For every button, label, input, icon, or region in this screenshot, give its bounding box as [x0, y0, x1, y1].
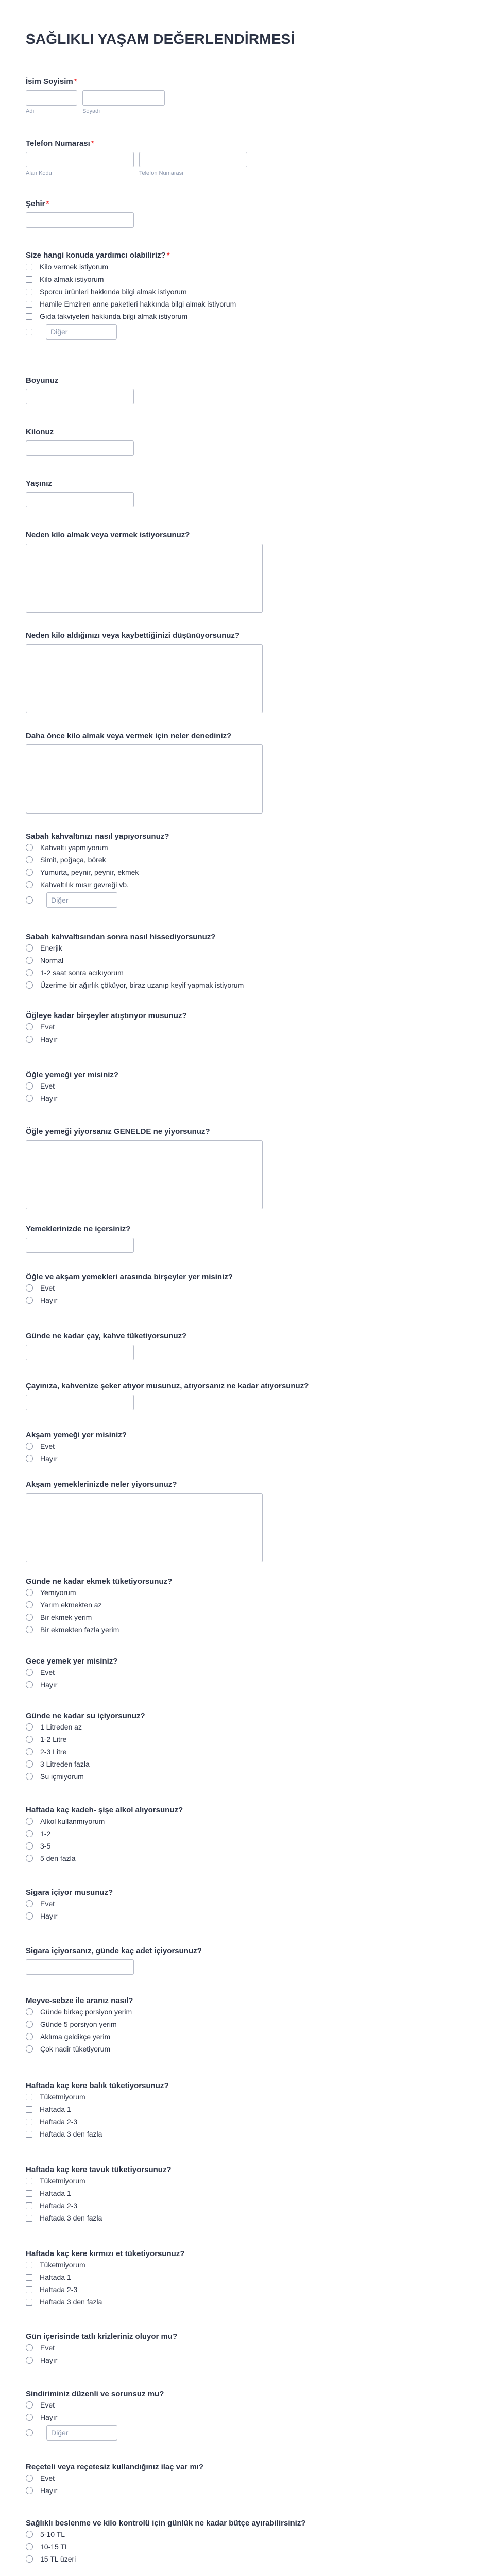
- radio[interactable]: [26, 944, 33, 952]
- radio[interactable]: [26, 896, 33, 904]
- radio[interactable]: [26, 1842, 33, 1850]
- chicken-options: [26, 2175, 102, 2224]
- checkbox-option[interactable]: Kilo almak istiyorum: [26, 273, 236, 285]
- radio-option[interactable]: Alkol kullanmıyorum: [26, 1815, 105, 1827]
- radio-option[interactable]: Hayır: [26, 1092, 57, 1105]
- other-input[interactable]: [46, 2425, 117, 2441]
- last-name-sublabel: Soyadı: [82, 108, 100, 114]
- checkbox-option[interactable]: Tüketmiyorum: [26, 2259, 102, 2271]
- age-input[interactable]: [26, 492, 134, 507]
- radio[interactable]: [26, 1681, 33, 1688]
- radio[interactable]: [26, 1830, 33, 1837]
- radio-option[interactable]: Hayır: [26, 1294, 57, 1307]
- radio-option[interactable]: 3-5: [26, 1840, 105, 1852]
- radio-option[interactable]: Hayır: [26, 1452, 57, 1465]
- checkbox-option[interactable]: Haftada 1: [26, 2271, 102, 2283]
- phone-number-sublabel: Telefon Numarası: [139, 170, 184, 176]
- checkbox[interactable]: [26, 2262, 32, 2268]
- area-code-sublabel: Alan Kodu: [26, 170, 52, 176]
- dinner-what-label: Akşam yemeklerinizde neler yiyorsunuz?: [26, 1480, 177, 1489]
- radio-option[interactable]: 15 TL üzeri: [26, 2553, 76, 2565]
- radio[interactable]: [26, 844, 33, 851]
- radio[interactable]: [26, 2401, 33, 2409]
- digestion-label: Sindiriminiz düzenli ve sorunsuz mu?: [26, 2389, 164, 2398]
- radio[interactable]: [26, 1855, 33, 1862]
- radio-option[interactable]: Simit, poğaça, börek: [26, 854, 139, 866]
- noon-snack-label: Öğleye kadar birşeyler atıştırıyor musunuz?: [26, 1011, 187, 1020]
- checkbox-option[interactable]: Haftada 3 den fazla: [26, 2212, 102, 2224]
- radio-option[interactable]: Evet: [26, 2342, 57, 2354]
- radio-option[interactable]: Hayır: [26, 2354, 57, 2366]
- radio-option[interactable]: Evet: [26, 1021, 57, 1033]
- radio[interactable]: [26, 869, 33, 876]
- phone-label: Telefon Numarası *: [26, 139, 94, 148]
- first-name-input[interactable]: [26, 90, 77, 106]
- smoke-options: [26, 1897, 57, 1922]
- radio-option[interactable]: Hayır: [26, 1679, 57, 1691]
- red-meat-options: [26, 2259, 102, 2308]
- radio[interactable]: [26, 2008, 33, 2015]
- checkbox[interactable]: [26, 2286, 32, 2293]
- radio-option[interactable]: Bir ekmekten fazla yerim: [26, 1623, 119, 1636]
- breakfast-options: [26, 841, 139, 909]
- radio-option[interactable]: 1-2 saat sonra acıkıyorum: [26, 967, 244, 979]
- help-options: [26, 261, 236, 341]
- radio-option[interactable]: 1-2: [26, 1827, 105, 1840]
- sugar-label: Çayınıza, kahvenize şeker atıyor musunuz, atıyorsanız ne kadar atıyorsunuz?: [26, 1382, 309, 1391]
- radio-option[interactable]: Hayır: [26, 1910, 57, 1922]
- last-name-input[interactable]: [82, 90, 165, 106]
- radio-option[interactable]: Evet: [26, 1440, 57, 1452]
- radio[interactable]: [26, 1036, 33, 1043]
- smoke-count-input[interactable]: [26, 1959, 134, 1975]
- alcohol-options: [26, 1815, 105, 1865]
- radio[interactable]: [26, 1912, 33, 1920]
- digestion-options: [26, 2399, 117, 2442]
- bread-options: [26, 1586, 119, 1636]
- checkbox[interactable]: [26, 2106, 32, 2113]
- radio-option[interactable]: 1 Litreden az: [26, 1721, 90, 1733]
- checkbox-option[interactable]: Haftada 1: [26, 2103, 102, 2115]
- checkbox-option[interactable]: Gıda takviyeleri hakkında bilgi almak istiyorum: [26, 310, 236, 323]
- radio-option[interactable]: Üzerime bir ağırlık çöküyor, biraz uzanıp keyif yapmak istiyorum: [26, 979, 244, 991]
- radio-option[interactable]: Evet: [26, 2399, 117, 2411]
- checkbox[interactable]: [26, 2119, 32, 2125]
- radio-option-other[interactable]: [26, 2424, 117, 2442]
- age-label: Yaşınız: [26, 479, 52, 488]
- radio-option[interactable]: 10-15 TL: [26, 2540, 76, 2553]
- why-gained-label: Neden kilo aldığınızı veya kaybettiğinizi düşünüyorsunuz?: [26, 631, 240, 640]
- radio[interactable]: [26, 2543, 33, 2550]
- radio-option[interactable]: Hayır: [26, 2484, 57, 2497]
- water-label: Günde ne kadar su içiyorsunuz?: [26, 1711, 145, 1720]
- smoke-count-label: Sigara içiyorsanız, günde kaç adet içiyorsunuz?: [26, 1946, 202, 1955]
- radio[interactable]: [26, 2555, 33, 2563]
- radio-option[interactable]: Evet: [26, 2472, 57, 2484]
- breakfast-label: Sabah kahvaltınızı nasıl yapıyorsunuz?: [26, 832, 169, 841]
- name-label: İsim Soyisim *: [26, 77, 77, 86]
- lunch-general-label: Öğle yemeği yiyorsanız GENELDE ne yiyorsunuz?: [26, 1127, 210, 1136]
- height-label: Boyunuz: [26, 376, 59, 385]
- tried-before-textarea[interactable]: [26, 744, 263, 814]
- radio-option[interactable]: 1-2 Litre: [26, 1733, 90, 1745]
- checkbox-option[interactable]: Haftada 1: [26, 2187, 102, 2199]
- lunch-options: [26, 1080, 57, 1105]
- fish-options: [26, 2091, 102, 2140]
- red-meat-label: Haftada kaç kere kırmızı et tüketiyorsunuz?: [26, 2249, 185, 2258]
- tea-coffee-label: Günde ne kadar çay, kahve tüketiyorsunuz?: [26, 1332, 187, 1341]
- checkbox[interactable]: [26, 289, 32, 295]
- radio[interactable]: [26, 2487, 33, 2494]
- checkbox[interactable]: [26, 2215, 32, 2222]
- radio[interactable]: [26, 1818, 33, 1825]
- checkbox[interactable]: [26, 2131, 32, 2138]
- radio[interactable]: [26, 1095, 33, 1102]
- checkbox[interactable]: [26, 329, 32, 335]
- dinner-label: Akşam yemeği yer misiniz?: [26, 1431, 127, 1439]
- radio[interactable]: [26, 881, 33, 888]
- radio-option[interactable]: Su içmiyorum: [26, 1770, 90, 1783]
- night-eat-options: [26, 1666, 57, 1691]
- budget-options: [26, 2528, 76, 2565]
- other-input[interactable]: [46, 324, 117, 340]
- chicken-label: Haftada kaç kere tavuk tüketiyorsunuz?: [26, 2165, 172, 2174]
- medication-options: [26, 2472, 57, 2497]
- radio[interactable]: [26, 2414, 33, 2421]
- help-label: Size hangi konuda yardımcı olabiliriz? *: [26, 251, 170, 260]
- other-input[interactable]: [46, 892, 117, 908]
- checkbox[interactable]: [26, 2190, 32, 2197]
- radio-option[interactable]: Evet: [26, 1282, 57, 1294]
- dinner-options: [26, 1440, 57, 1465]
- checkbox[interactable]: [26, 2274, 32, 2281]
- checkbox-option[interactable]: Hamile Emziren anne paketleri hakkında bilgi almak istiyorum: [26, 298, 236, 310]
- tea-coffee-input[interactable]: [26, 1345, 134, 1360]
- dessert-label: Yemeklerinizde ne içersiniz?: [26, 1225, 131, 1233]
- checkbox-option[interactable]: Haftada 3 den fazla: [26, 2128, 102, 2140]
- smoke-label: Sigara içiyor musunuz?: [26, 1888, 113, 1897]
- radio-option[interactable]: Yumurta, peynir, peynir, ekmek: [26, 866, 139, 878]
- checkbox-option[interactable]: Sporcu ürünleri hakkında bilgi almak istiyorum: [26, 285, 236, 298]
- radio[interactable]: [26, 1669, 33, 1676]
- radio-option-other[interactable]: [26, 891, 139, 909]
- checkbox[interactable]: [26, 301, 32, 308]
- page-title: SAĞLIKLI YAŞAM DEĞERLENDİRMESİ: [26, 31, 295, 47]
- radio-option[interactable]: Evet: [26, 1666, 57, 1679]
- sweet-craving-options: [26, 2342, 57, 2366]
- radio[interactable]: [26, 2531, 33, 2538]
- radio[interactable]: [26, 1284, 33, 1292]
- city-label: Şehir *: [26, 199, 49, 208]
- radio-option[interactable]: Yarım ekmekten az: [26, 1599, 119, 1611]
- radio[interactable]: [26, 856, 33, 863]
- radio-option[interactable]: Kahvaltı yapmıyorum: [26, 841, 139, 854]
- radio-option[interactable]: Aklıma geldikçe yerim: [26, 2030, 132, 2043]
- radio[interactable]: [26, 2045, 33, 2053]
- snack-between-label: Öğle ve akşam yemekleri arasında birşeyler yer misiniz?: [26, 1273, 233, 1281]
- night-eat-label: Gece yemek yer misiniz?: [26, 1657, 118, 1666]
- checkbox[interactable]: [26, 2299, 32, 2306]
- radio-option[interactable]: Hayır: [26, 2411, 117, 2424]
- city-input[interactable]: [26, 212, 134, 228]
- radio-option[interactable]: 5 den fazla: [26, 1852, 105, 1865]
- radio-option[interactable]: Hayır: [26, 1033, 57, 1045]
- checkbox[interactable]: [26, 2094, 32, 2100]
- radio[interactable]: [26, 2475, 33, 2482]
- area-code-input[interactable]: [26, 152, 134, 167]
- weight-label: Kilonuz: [26, 428, 54, 436]
- radio[interactable]: [26, 1082, 33, 1090]
- radio[interactable]: [26, 1601, 33, 1608]
- radio-option[interactable]: Kahvaltılık mısır gevreği vb.: [26, 878, 139, 891]
- radio[interactable]: [26, 2429, 33, 2436]
- checkbox[interactable]: [26, 2202, 32, 2209]
- radio-option[interactable]: 5-10 TL: [26, 2528, 76, 2540]
- checkbox-option[interactable]: Tüketmiyorum: [26, 2091, 102, 2103]
- sweet-craving-label: Gün içerisinde tatlı krizleriniz oluyor mu?: [26, 2332, 178, 2341]
- radio-option[interactable]: Enerjik: [26, 942, 244, 954]
- radio[interactable]: [26, 969, 33, 976]
- radio[interactable]: [26, 1589, 33, 1596]
- after-breakfast-options: [26, 942, 244, 991]
- checkbox-option[interactable]: Haftada 2-3: [26, 2199, 102, 2212]
- radio[interactable]: [26, 2033, 33, 2040]
- why-gained-textarea[interactable]: [26, 644, 263, 713]
- checkbox-option[interactable]: Haftada 2-3: [26, 2283, 102, 2296]
- first-name-sublabel: Adı: [26, 108, 35, 114]
- water-options: [26, 1721, 90, 1783]
- weight-input[interactable]: [26, 440, 134, 456]
- radio[interactable]: [26, 981, 33, 989]
- fruit-veg-label: Meyve-sebze ile aranız nasıl?: [26, 1996, 133, 2005]
- checkbox-option[interactable]: Tüketmiyorum: [26, 2175, 102, 2187]
- checkbox[interactable]: [26, 313, 32, 320]
- radio-option[interactable]: Normal: [26, 954, 244, 967]
- radio[interactable]: [26, 1773, 33, 1780]
- dinner-what-textarea[interactable]: [26, 1493, 263, 1562]
- fruit-veg-options: [26, 2006, 132, 2055]
- radio[interactable]: [26, 1748, 33, 1755]
- radio-option[interactable]: Evet: [26, 1897, 57, 1910]
- lunch-label: Öğle yemeği yer misiniz?: [26, 1071, 119, 1079]
- radio[interactable]: [26, 2357, 33, 2364]
- dessert-input[interactable]: [26, 1238, 134, 1253]
- alcohol-label: Haftada kaç kadeh- şişe alkol alıyorsunuz?: [26, 1806, 183, 1815]
- radio[interactable]: [26, 2021, 33, 2028]
- why-lose-label: Neden kilo almak veya vermek istiyorsunuz?: [26, 531, 190, 539]
- radio[interactable]: [26, 1760, 33, 1768]
- checkbox-option-other[interactable]: [26, 323, 236, 341]
- radio[interactable]: [26, 1626, 33, 1633]
- lunch-general-textarea[interactable]: [26, 1140, 263, 1209]
- radio[interactable]: [26, 1723, 33, 1731]
- radio-option[interactable]: Çok nadir tüketiyorum: [26, 2043, 132, 2055]
- radio-option[interactable]: Günde birkaç porsiyon yerim: [26, 2006, 132, 2018]
- checkbox-option[interactable]: Haftada 2-3: [26, 2115, 102, 2128]
- checkbox-option[interactable]: Kilo vermek istiyorum: [26, 261, 236, 273]
- radio[interactable]: [26, 1736, 33, 1743]
- radio-option[interactable]: Bir ekmek yerim: [26, 1611, 119, 1623]
- noon-snack-options: [26, 1021, 57, 1045]
- radio[interactable]: [26, 1023, 33, 1030]
- checkbox[interactable]: [26, 2178, 32, 2184]
- radio-option[interactable]: Evet: [26, 1080, 57, 1092]
- budget-label: Sağlıklı beslenme ve kilo kontrolü için günlük ne kadar bütçe ayırabilirsiniz?: [26, 2519, 306, 2528]
- radio[interactable]: [26, 1443, 33, 1450]
- radio[interactable]: [26, 957, 33, 964]
- fish-label: Haftada kaç kere balık tüketiyorsunuz?: [26, 2081, 169, 2090]
- radio[interactable]: [26, 2344, 33, 2351]
- checkbox[interactable]: [26, 264, 32, 270]
- radio-option[interactable]: 3 Litreden fazla: [26, 1758, 90, 1770]
- after-breakfast-label: Sabah kahvaltısından sonra nasıl hissediyorsunuz?: [26, 933, 216, 941]
- checkbox[interactable]: [26, 276, 32, 283]
- sugar-input[interactable]: [26, 1395, 134, 1410]
- phone-number-input[interactable]: [139, 152, 247, 167]
- radio-option[interactable]: Yemiyorum: [26, 1586, 119, 1599]
- tried-before-label: Daha önce kilo almak veya vermek için neler denediniz?: [26, 732, 232, 740]
- snack-between-options: [26, 1282, 57, 1307]
- why-lose-textarea[interactable]: [26, 544, 263, 613]
- medication-label: Reçeteli veya reçetesiz kullandığınız ilaç var mı?: [26, 2463, 204, 2471]
- checkbox-option[interactable]: Haftada 3 den fazla: [26, 2296, 102, 2308]
- radio[interactable]: [26, 1297, 33, 1304]
- bread-label: Günde ne kadar ekmek tüketiyorsunuz?: [26, 1577, 173, 1586]
- radio[interactable]: [26, 1614, 33, 1621]
- radio[interactable]: [26, 1455, 33, 1462]
- radio-option[interactable]: 2-3 Litre: [26, 1745, 90, 1758]
- radio-option[interactable]: Günde 5 porsiyon yerim: [26, 2018, 132, 2030]
- radio[interactable]: [26, 1900, 33, 1907]
- height-input[interactable]: [26, 389, 134, 404]
